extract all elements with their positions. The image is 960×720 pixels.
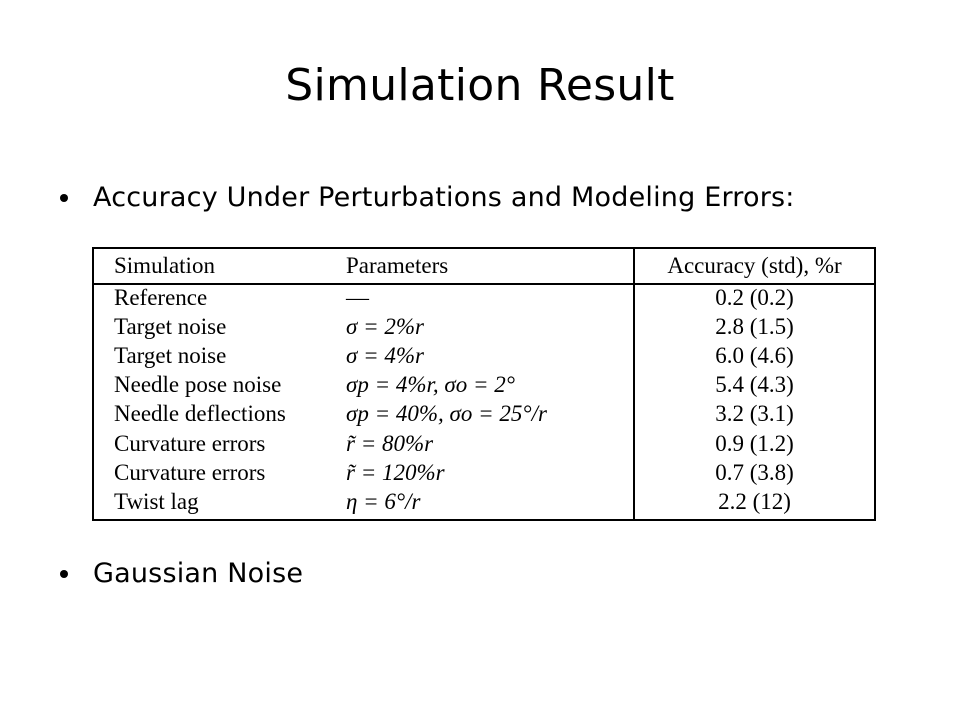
bullet-dot (60, 570, 68, 578)
cell-parameters: σ = 2%r (346, 314, 424, 339)
cell-parameters: σ = 4%r (346, 343, 424, 368)
cell-simulation: Target noise (114, 314, 227, 339)
cell-parameters: r̃ = 120%r (346, 460, 445, 485)
table-row (94, 488, 874, 517)
bullet-text: Accuracy Under Perturbations and Modeling Errors: (93, 182, 795, 213)
cell-accuracy: 2.8 (1.5) (715, 314, 794, 339)
cell-simulation: Needle pose noise (114, 372, 282, 397)
results-table (92, 247, 876, 521)
cell-accuracy: 0.9 (1.2) (715, 431, 794, 456)
cell-simulation: Twist lag (114, 489, 199, 514)
cell-parameters: σp = 4%r, σo = 2° (346, 372, 515, 397)
header-simulation: Simulation (114, 253, 215, 278)
bullet-text: Gaussian Noise (93, 558, 304, 589)
cell-simulation: Needle deflections (114, 401, 286, 426)
cell-accuracy: 0.7 (3.8) (715, 460, 794, 485)
table-row (94, 371, 874, 400)
table-row (94, 430, 874, 459)
cell-accuracy: 2.2 (12) (718, 489, 791, 514)
table-row (94, 459, 874, 488)
table-row (94, 342, 874, 371)
table-row (94, 284, 874, 313)
bullet-dot (60, 194, 68, 202)
cell-simulation: Curvature errors (114, 460, 266, 485)
cell-simulation: Reference (114, 285, 208, 310)
header-accuracy: Accuracy (std), %r (667, 253, 842, 278)
cell-parameters: — (346, 285, 369, 310)
cell-accuracy: 5.4 (4.3) (715, 372, 794, 397)
slide-title: Simulation Result (285, 60, 675, 111)
cell-parameters: σp = 40%, σo = 25°/r (346, 401, 547, 426)
cell-parameters: r̃ = 80%r (346, 431, 434, 456)
cell-accuracy: 0.2 (0.2) (715, 285, 794, 310)
cell-parameters: η = 6°/r (346, 489, 421, 514)
cell-simulation: Curvature errors (114, 431, 266, 456)
header-parameters: Parameters (346, 253, 449, 278)
cell-accuracy: 6.0 (4.6) (715, 343, 794, 368)
table-row (94, 400, 874, 429)
table-header-row (94, 252, 874, 281)
cell-simulation: Target noise (114, 343, 227, 368)
cell-accuracy: 3.2 (3.1) (715, 401, 794, 426)
table-row (94, 313, 874, 342)
